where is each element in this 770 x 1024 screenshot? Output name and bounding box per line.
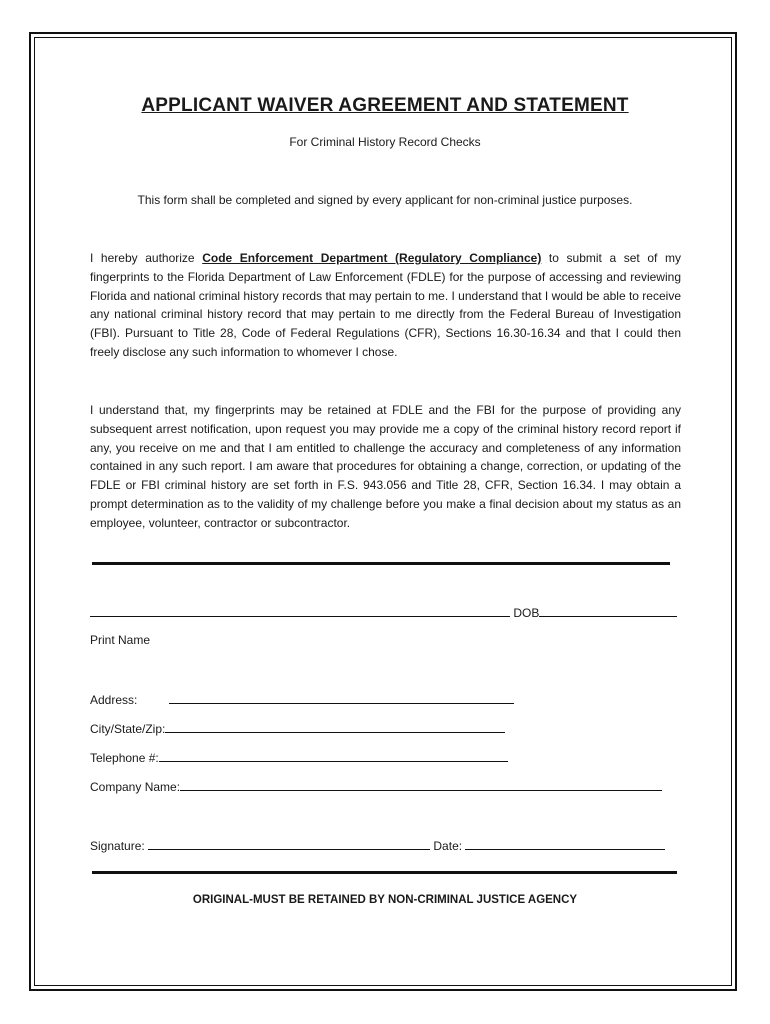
- city-state-zip-label: City/State/Zip:: [90, 722, 166, 736]
- address-field[interactable]: [169, 691, 514, 704]
- retention-notice: ORIGINAL-MUST BE RETAINED BY NON-CRIMINAL JUSTICE AGENCY: [192, 894, 578, 906]
- section-divider-bottom: [92, 871, 677, 874]
- date-label: Date:: [433, 839, 463, 853]
- company-row: [90, 778, 662, 794]
- signature-label: Signature:: [90, 839, 145, 853]
- company-name-label: Company Name:: [90, 780, 181, 794]
- form-subtitle: For Criminal History Record Checks: [289, 135, 481, 149]
- form-intro: This form shall be completed and signed by every applicant for non-criminal justice purposes.: [137, 193, 633, 207]
- city-state-zip-field[interactable]: [165, 720, 505, 733]
- date-field[interactable]: [465, 837, 665, 850]
- telephone-label: Telephone #:: [90, 751, 159, 765]
- company-name-field[interactable]: [180, 778, 662, 791]
- authorization-text-start: I hereby authorize: [90, 251, 203, 265]
- signature-row: [90, 837, 665, 853]
- print-name-field[interactable]: [90, 604, 510, 617]
- name-dob-row: [90, 604, 677, 620]
- section-divider-top: [92, 562, 670, 565]
- city-row: [90, 720, 505, 736]
- telephone-field[interactable]: [159, 749, 508, 762]
- dob-field[interactable]: [539, 604, 677, 617]
- authorization-paragraph: [90, 249, 681, 362]
- address-label: Address:: [90, 693, 138, 707]
- dob-label: DOB: [513, 606, 540, 620]
- print-name-label: Print Name: [90, 633, 151, 647]
- authorization-text-end: to submit a set of my fingerprints to the Florida Department of Law Enforcement (FDLE) for the purpose of accessing and reviewing Florida and national criminal history records that may pertain to me. I understand that I would be able to receive any national criminal history record that may pertain to me directly from the Federal Bureau of Investigation (FBI). Pursuant to Title 28, Code of Federal Regulations (CFR), Sections 16.30-16.34 and that I could then freely disclose any such information to whomever I chose.: [90, 251, 681, 359]
- signature-field[interactable]: [148, 837, 430, 850]
- telephone-row: [90, 749, 508, 765]
- agency-name: Code Enforcement Department (Regulatory Compliance): [202, 251, 542, 265]
- understanding-paragraph: I understand that, my fingerprints may be retained at FDLE and the FBI for the purpose of providing any subsequent arrest notification, upon request you may provide me a copy of the criminal history record report if any, you receive on me and that I am entitled to challenge the accuracy and completeness of any information contained in any such report. I am aware that procedures for obtaining a change, correction, or updating of the FDLE or FBI criminal history are set forth in F.S. 943.056 and Title 28, CFR, Section 16.34. I may obtain a prompt determination as to the validity of my challenge before you make a final decision about my status as an employee, volunteer, contractor or subcontractor.: [90, 403, 681, 530]
- address-row: [90, 691, 514, 707]
- form-title: APPLICANT WAIVER AGREEMENT AND STATEMENT: [141, 95, 629, 116]
